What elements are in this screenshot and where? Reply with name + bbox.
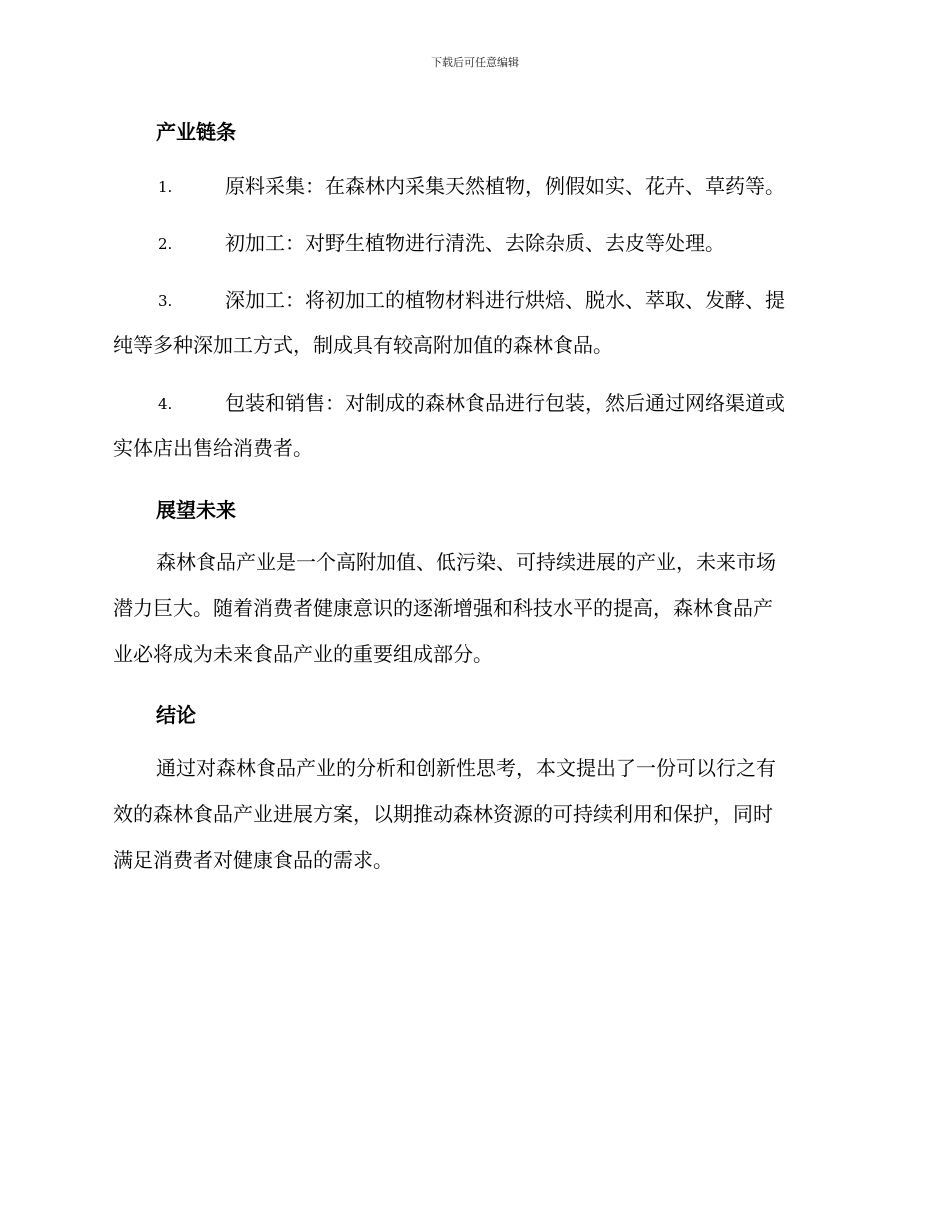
list-item-text: 包装和销售：对制成的森林食品进行包装，然后通过网络渠道或 xyxy=(225,391,785,415)
page-header-note: 下载后可任意编辑 xyxy=(431,56,519,69)
list-item-text: 原料采集：在森林内采集天然植物，例假如实、花卉、草药等。 xyxy=(225,174,785,198)
list-item-text-continued: 实体店出售给消费者。 xyxy=(113,436,313,460)
paragraph-conclusion xyxy=(113,745,835,883)
list-number: 3. xyxy=(158,292,173,310)
paragraph-line: 满足消费者对健康食品的需求。 xyxy=(113,848,393,872)
paragraph-line: 森林食品产业是一个高附加值、低污染、可持续进展的产业，未来市场 xyxy=(156,550,776,574)
list-item-text-continued: 纯等多种深加工方式，制成具有较高附加值的森林食品。 xyxy=(113,333,613,357)
paragraph-line: 通过对森林食品产业的分析和创新性思考，本文提出了一份可以行之有 xyxy=(156,756,776,780)
list-number: 4. xyxy=(158,395,173,413)
paragraph-future xyxy=(113,539,835,677)
list-item-4 xyxy=(113,381,835,471)
list-number: 1. xyxy=(158,178,173,196)
paragraph-line: 潜力巨大。随着消费者健康意识的逐渐增强和科技水平的提高，森林食品产 xyxy=(113,596,773,620)
list-number: 2. xyxy=(158,235,173,253)
list-item-text: 初加工：对野生植物进行清洗、去除杂质、去皮等处理。 xyxy=(225,231,725,255)
list-item-text: 深加工：将初加工的植物材料进行烘焙、脱水、萃取、发酵、提 xyxy=(225,288,785,312)
section-heading-conclusion: 结论 xyxy=(156,703,196,727)
paragraph-line: 效的森林食品产业进展方案，以期推动森林资源的可持续利用和保护，同时 xyxy=(113,802,773,826)
list-item-2 xyxy=(113,221,835,266)
section-heading-future: 展望未来 xyxy=(156,498,236,522)
section-heading-chain: 产业链条 xyxy=(156,120,236,144)
list-item-1 xyxy=(113,164,835,209)
paragraph-line: 业必将成为未来食品产业的重要组成部分。 xyxy=(113,642,493,666)
list-item-3 xyxy=(113,278,835,368)
